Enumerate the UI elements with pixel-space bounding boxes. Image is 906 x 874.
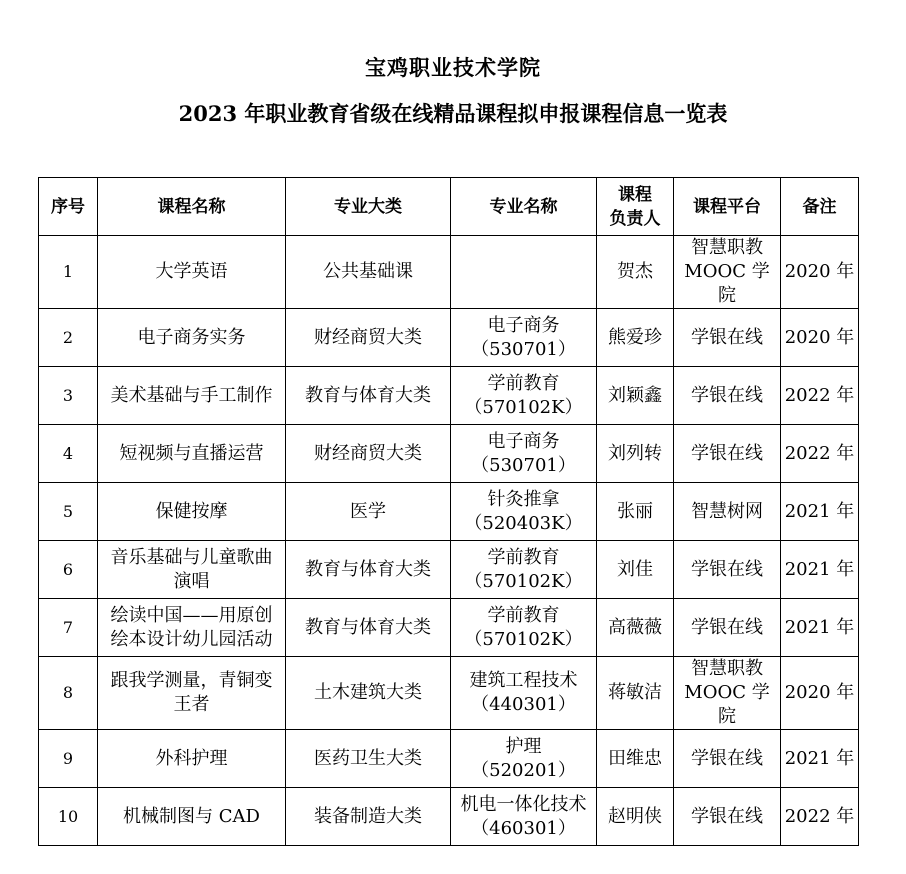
cell-course-line: 王者 bbox=[173, 694, 210, 715]
cell-major-line: （530701） bbox=[471, 338, 576, 360]
cell-major bbox=[451, 788, 597, 846]
cell-major-line: 建筑工程技术 bbox=[469, 670, 578, 691]
cell-major-line: （570102K） bbox=[464, 396, 583, 418]
cell-lead: 赵明侠 bbox=[597, 788, 674, 846]
cell-note: 2022 年 bbox=[781, 788, 859, 846]
cell-major-line: 针灸推拿 bbox=[487, 488, 560, 510]
cell-platform bbox=[674, 730, 781, 788]
cell-course bbox=[98, 425, 286, 483]
cell-platform-line: 学银在线 bbox=[691, 805, 763, 827]
table-row bbox=[39, 541, 859, 599]
table-row bbox=[39, 599, 859, 657]
cell-course bbox=[98, 541, 286, 599]
cell-category: 医学 bbox=[286, 483, 451, 541]
cell-course-line: 跟我学测量，青铜变 bbox=[110, 670, 273, 691]
cell-no: 9 bbox=[39, 730, 98, 788]
cell-platform-line: 学银在线 bbox=[691, 326, 763, 348]
cell-major-line: （530701） bbox=[471, 454, 576, 476]
cell-major bbox=[451, 236, 597, 309]
table-row bbox=[39, 367, 859, 425]
cell-lead: 贺杰 bbox=[597, 236, 674, 309]
cell-category: 财经商贸大类 bbox=[286, 309, 451, 367]
cell-category: 公共基础课 bbox=[286, 236, 451, 309]
cell-note: 2021 年 bbox=[781, 599, 859, 657]
cell-major-line: （570102K） bbox=[464, 628, 583, 650]
cell-platform-line: MOOC 学院 bbox=[684, 682, 770, 727]
cell-platform-line: 智慧职教 bbox=[691, 658, 763, 679]
cell-major bbox=[451, 541, 597, 599]
cell-major-line: （520403K） bbox=[464, 512, 583, 534]
header-lead bbox=[597, 178, 674, 236]
cell-category: 医药卫生大类 bbox=[286, 730, 451, 788]
header-no: 序号 bbox=[39, 178, 98, 236]
cell-platform bbox=[674, 483, 781, 541]
header-course: 课程名称 bbox=[98, 178, 286, 236]
cell-category: 财经商贸大类 bbox=[286, 425, 451, 483]
cell-course-line: 演唱 bbox=[173, 570, 210, 592]
table-row bbox=[39, 730, 859, 788]
cell-major-line: 学前教育 bbox=[487, 546, 560, 568]
cell-note: 2021 年 bbox=[781, 483, 859, 541]
table-row bbox=[39, 425, 859, 483]
cell-platform-line: 学银在线 bbox=[691, 558, 763, 580]
cell-course-line: 绘读中国——用原创 bbox=[110, 604, 273, 626]
cell-note: 2022 年 bbox=[781, 425, 859, 483]
table-row bbox=[39, 309, 859, 367]
cell-major-line: 护理 bbox=[505, 735, 542, 757]
cell-course-line: 绘本设计幼儿园活动 bbox=[110, 628, 273, 650]
cell-no: 5 bbox=[39, 483, 98, 541]
cell-platform-line: 学银在线 bbox=[691, 384, 763, 406]
cell-lead: 刘佳 bbox=[597, 541, 674, 599]
cell-platform bbox=[674, 367, 781, 425]
cell-major bbox=[451, 657, 597, 730]
cell-platform-line: 学银在线 bbox=[691, 616, 763, 638]
cell-platform bbox=[674, 541, 781, 599]
cell-platform-line: 智慧职教 bbox=[691, 237, 763, 258]
cell-major bbox=[451, 483, 597, 541]
table-row bbox=[39, 657, 859, 730]
cell-platform-line: 智慧树网 bbox=[691, 500, 763, 522]
cell-category: 教育与体育大类 bbox=[286, 599, 451, 657]
table-row bbox=[39, 483, 859, 541]
cell-no: 3 bbox=[39, 367, 98, 425]
document-title: 宝鸡职业技术学院 bbox=[365, 55, 541, 80]
table-row bbox=[39, 788, 859, 846]
header-row bbox=[39, 178, 859, 236]
cell-major bbox=[451, 730, 597, 788]
cell-platform bbox=[674, 236, 781, 309]
cell-course-line: 保健按摩 bbox=[155, 500, 228, 522]
cell-course bbox=[98, 236, 286, 309]
header-category: 专业大类 bbox=[286, 178, 451, 236]
cell-lead: 蒋敏洁 bbox=[597, 657, 674, 730]
cell-category: 装备制造大类 bbox=[286, 788, 451, 846]
cell-no: 10 bbox=[39, 788, 98, 846]
cell-course-line: 电子商务实务 bbox=[137, 326, 246, 348]
header-note: 备注 bbox=[781, 178, 859, 236]
cell-course-line: 机械制图与 CAD bbox=[123, 805, 260, 827]
cell-lead: 刘颖鑫 bbox=[597, 367, 674, 425]
cell-lead: 高薇薇 bbox=[597, 599, 674, 657]
cell-category: 教育与体育大类 bbox=[286, 541, 451, 599]
course-table bbox=[38, 177, 859, 846]
cell-note: 2021 年 bbox=[781, 730, 859, 788]
cell-lead: 张丽 bbox=[597, 483, 674, 541]
cell-platform bbox=[674, 599, 781, 657]
cell-course bbox=[98, 599, 286, 657]
cell-no: 4 bbox=[39, 425, 98, 483]
document-subtitle: 2023 年职业教育省级在线精品课程拟申报课程信息一览表 bbox=[178, 101, 728, 126]
cell-major-line: 学前教育 bbox=[487, 372, 560, 394]
cell-course-line: 大学英语 bbox=[155, 261, 228, 282]
cell-course-line: 外科护理 bbox=[155, 747, 228, 769]
cell-course-line: 短视频与直播运营 bbox=[119, 442, 264, 464]
cell-major bbox=[451, 367, 597, 425]
cell-course bbox=[98, 309, 286, 367]
cell-major bbox=[451, 425, 597, 483]
cell-platform-line: 学银在线 bbox=[691, 747, 763, 769]
cell-no: 7 bbox=[39, 599, 98, 657]
cell-platform bbox=[674, 657, 781, 730]
cell-category: 土木建筑大类 bbox=[286, 657, 451, 730]
cell-note: 2022 年 bbox=[781, 367, 859, 425]
cell-platform bbox=[674, 309, 781, 367]
cell-course-line: 美术基础与手工制作 bbox=[110, 384, 273, 406]
header-lead-line2: 负责人 bbox=[609, 208, 661, 229]
cell-note: 2020 年 bbox=[781, 657, 859, 730]
cell-major bbox=[451, 309, 597, 367]
cell-category: 教育与体育大类 bbox=[286, 367, 451, 425]
cell-course bbox=[98, 483, 286, 541]
cell-course bbox=[98, 367, 286, 425]
cell-platform-line: MOOC 学院 bbox=[684, 261, 770, 306]
cell-no: 1 bbox=[39, 236, 98, 309]
table-row bbox=[39, 236, 859, 309]
cell-no: 6 bbox=[39, 541, 98, 599]
cell-course-line: 音乐基础与儿童歌曲 bbox=[110, 546, 273, 568]
cell-platform-line: 学银在线 bbox=[691, 442, 763, 464]
cell-major-line: （460301） bbox=[471, 817, 576, 839]
cell-note: 2021 年 bbox=[781, 541, 859, 599]
cell-lead: 刘列转 bbox=[597, 425, 674, 483]
cell-major-line: （570102K） bbox=[464, 570, 583, 592]
cell-major-line: （440301） bbox=[471, 694, 576, 715]
cell-no: 8 bbox=[39, 657, 98, 730]
table-body bbox=[39, 236, 859, 846]
cell-major-line: 机电一体化技术 bbox=[460, 793, 587, 815]
cell-major-line: （520201） bbox=[471, 759, 576, 781]
cell-course bbox=[98, 730, 286, 788]
cell-lead: 田维忠 bbox=[597, 730, 674, 788]
cell-major-line: 电子商务 bbox=[487, 314, 560, 336]
cell-lead: 熊爱珍 bbox=[597, 309, 674, 367]
cell-note: 2020 年 bbox=[781, 236, 859, 309]
cell-no: 2 bbox=[39, 309, 98, 367]
cell-course bbox=[98, 788, 286, 846]
cell-platform bbox=[674, 425, 781, 483]
cell-note: 2020 年 bbox=[781, 309, 859, 367]
cell-major bbox=[451, 599, 597, 657]
cell-major-line: 学前教育 bbox=[487, 604, 560, 626]
cell-platform bbox=[674, 788, 781, 846]
cell-course bbox=[98, 657, 286, 730]
header-lead-line1: 课程 bbox=[618, 184, 652, 205]
header-platform: 课程平台 bbox=[674, 178, 781, 236]
cell-major-line: 电子商务 bbox=[487, 430, 560, 452]
header-major: 专业名称 bbox=[451, 178, 597, 236]
